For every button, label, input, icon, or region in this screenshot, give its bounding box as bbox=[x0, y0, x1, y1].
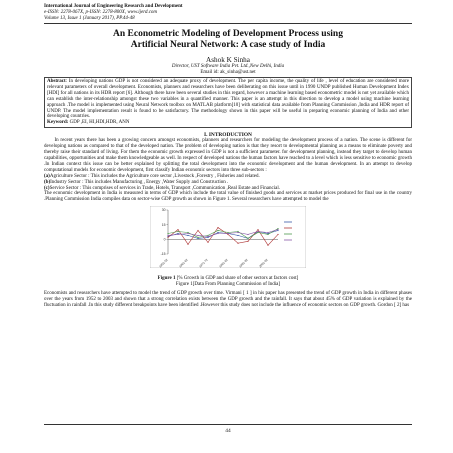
title-line-1: An Econometric Modeling of Development Process using bbox=[113, 29, 343, 39]
series-1-point bbox=[237, 235, 238, 236]
author-name: Ashok K Sinha bbox=[206, 56, 250, 64]
series-2-point bbox=[207, 242, 208, 243]
series-4-point bbox=[257, 231, 258, 232]
y-tick-label: 0 bbox=[163, 237, 166, 242]
series-3-point bbox=[177, 231, 178, 232]
paper-page bbox=[44, 4, 412, 450]
series-4-point bbox=[187, 233, 188, 234]
x-tick-label: 1961-62 bbox=[178, 258, 189, 269]
x-tick-label: 1971-72 bbox=[198, 258, 209, 269]
series-4-point bbox=[167, 235, 168, 236]
series-4-point bbox=[277, 229, 278, 230]
sector-item-a-text: Agriculture Sector : This includes the Agriculture core sector ,Livestock ,Forestry , Fisheries and related. bbox=[49, 173, 260, 179]
series-2-point bbox=[257, 229, 258, 230]
series-2-point bbox=[197, 230, 198, 231]
intro-paragraph-1-text: In recent years there has been a growing concern amongst economists, planners and researchers for modeling the development process of a nation. The scene is different for developing nations as compared to that of the developed nation. The problem of developing nation is that they resort to developmental planning as a means to eliminate poverty and thereby raise their standard of living. For them the economic growth expressed in GDP is not a sufficient parameter. for development planning, instead they target to develop human capabilities, opportunities and make them knowledgeable as well. In respect of developed nations the human factors have reached to a level which is less sensitive to economic growth .In Indian context this issue can be better explained by splitting the total development into the economic development and the human development. In an attempt to develop computational models for economic development, first classify Indian economic sectors into three sub-sectors : bbox=[44, 138, 412, 173]
author-email: Email id: ak_sinha@ust.net bbox=[200, 70, 256, 75]
abstract-label: Abstract bbox=[47, 79, 66, 84]
header-rule bbox=[44, 23, 412, 24]
figure-1-source: Figure 1[Data From Planning Commission of India] bbox=[175, 282, 281, 288]
sector-item-c-text: Service Sector : This comprises of services in Trade, Hotels, Transport ,Communication ,Real Estate and Financial. bbox=[49, 185, 280, 191]
series-4-point bbox=[197, 235, 198, 236]
x-tick-label: 1981-82 bbox=[218, 258, 229, 269]
series-3-point bbox=[247, 238, 248, 239]
figure-1-caption-label: Figure 1 bbox=[157, 276, 176, 282]
keywords-label: Keyword: bbox=[47, 120, 69, 126]
journal-issn: e-ISSN: 2278-067X, p-ISSN: 2278-800X, www.ijerd.com bbox=[44, 10, 158, 15]
footer-rule bbox=[44, 424, 412, 425]
chart-frame bbox=[150, 206, 306, 268]
keywords-text: GDP ,EI, HI,HDI,HDR, ANN bbox=[68, 120, 130, 126]
title-line-2: Artificial Neural Network: A case study of India bbox=[130, 40, 326, 50]
x-tick-label: 1991-92 bbox=[238, 258, 249, 269]
series-3-point bbox=[197, 237, 198, 238]
journal-name: International Journal of Engineering Research and Development bbox=[44, 4, 183, 9]
y-tick-label: -15 bbox=[160, 252, 166, 257]
sector-item-b-label: (b) bbox=[44, 179, 51, 185]
series-4-point bbox=[247, 234, 248, 235]
series-1-point bbox=[187, 235, 188, 236]
series-3-point bbox=[217, 230, 218, 231]
series-4-point bbox=[177, 234, 178, 235]
series-4-point bbox=[217, 233, 218, 234]
body-paragraph-2: Economists and researchers have attempted to model the trend of GDP growth over time. Virmani [ 1 ] in his paper has presented the trend of GDP growth in India in different phases over the years from 1952 to 2003 and shown that a strong correlation exists between the GDP growth and the rainfall. It says that about 45% of GDP variation is explained by the fluctuation in rainfall .In this study different breakpoints have been identified .However this study does not include the influence of economic sectors on GDP growth. Gordon [ 2] has bbox=[44, 291, 412, 309]
series-2-point bbox=[247, 241, 248, 242]
series-4-point bbox=[207, 236, 208, 237]
section-heading-introduction: I. INTRODUCTION bbox=[204, 132, 252, 139]
sector-item-b-text: Industry Sector : This includes Manufacturing , Energy ,Water Supply and Construction . bbox=[50, 179, 229, 185]
series-2-point bbox=[177, 229, 178, 230]
figure-1 bbox=[150, 206, 306, 276]
journal-header bbox=[44, 4, 412, 22]
x-tick-label: 1951-52 bbox=[158, 258, 169, 269]
abstract-text: : In developing nations GDP is not considered an adequate proxy of development. The per capita income, the quality of life , level of education are considered more relevant parameters of overall development. Economists, planners and researchers have been deliberating on this issue until in 1990 UNDP published Human Development Index [HDI] for all nations in its HDR report [6]. Although there have been several studies in this regard, however a machine learning based econometric model is not yet available which can establish the inter-relationship amongst these two variables in a quantified manner. This paper is an attempt in this direction to develop a model using machine learning approach .The model is implemented using Neural Network toolbox on MATLAB platform[10] with statistical data available from Planning Commission ,India and HDR report of UNDP. The model implementation result is found to be satisfactory. The methodology shown in this paper will be useful in preparing economic planning of India and other developing countries. bbox=[47, 79, 409, 120]
series-2-point bbox=[237, 243, 238, 244]
gdp-growth-chart bbox=[150, 206, 306, 268]
y-tick-label: 30 bbox=[161, 208, 166, 213]
series-2-point bbox=[267, 245, 268, 246]
series-4-point bbox=[237, 232, 238, 233]
journal-volume: Volume 13, Issue 1 (January 2017), PP.44-48 bbox=[44, 16, 135, 21]
series-4-point bbox=[227, 233, 228, 234]
series-4-point bbox=[267, 232, 268, 233]
intro-paragraph-1 bbox=[44, 138, 412, 173]
series-2-point bbox=[167, 237, 168, 238]
abstract-box bbox=[44, 77, 412, 128]
author-affiliation: Director, UST Software India Pvt. Ltd.,New Delhi, India bbox=[171, 64, 285, 69]
series-2-point bbox=[277, 234, 278, 235]
page-number: 44 bbox=[225, 428, 231, 434]
series-2-point bbox=[217, 227, 218, 228]
sector-item-c-label: (c) bbox=[44, 185, 50, 191]
series-2-point bbox=[187, 244, 188, 245]
figure-1-caption-text: [% Growth in GDP and share of other sectors at factors cost] bbox=[175, 276, 299, 282]
sector-item-a-label: (a) bbox=[44, 173, 50, 179]
series-3-point bbox=[167, 233, 168, 234]
y-tick-label: 15 bbox=[161, 223, 166, 228]
intro-paragraph-2: The economic development in India is measured in terms of GDP which include the total value of finished goods and services at market prices produced for final use in the country .Planning Commission India compiles data on sector-wise GDP growth as shown in Figure 1. Several researchers have attempted to model the bbox=[44, 191, 412, 203]
series-3-point bbox=[267, 234, 268, 235]
x-tick-label: 2001-02 bbox=[258, 258, 269, 269]
paper-title bbox=[44, 29, 412, 51]
